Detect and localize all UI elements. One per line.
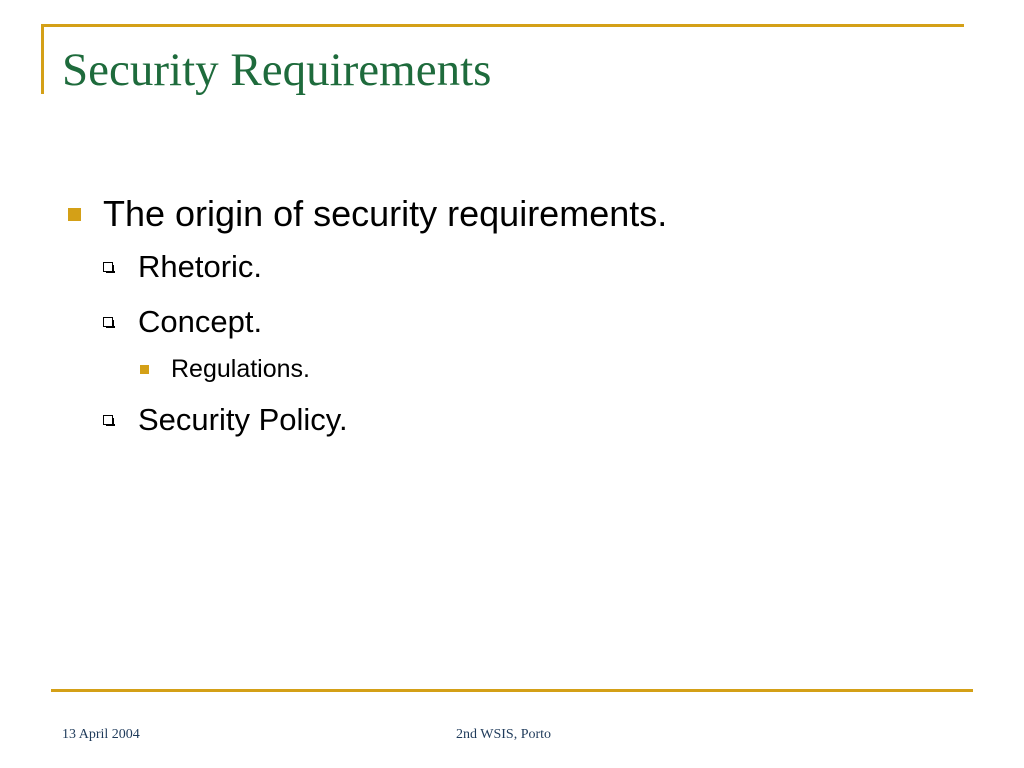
- subsubbullet-label: Regulations.: [171, 354, 310, 383]
- subbullet-concept: [103, 301, 262, 343]
- bullet-origin: [64, 190, 667, 238]
- filled-square-bullet-icon: [140, 365, 149, 374]
- footer-event: 2nd WSIS, Porto: [456, 727, 552, 742]
- subsubbullet-regulations: [140, 352, 310, 386]
- subbullet-label: Security Policy.: [138, 402, 348, 437]
- hollow-square-bullet-icon: [103, 415, 113, 425]
- subbullet-label: Rhetoric.: [138, 249, 263, 284]
- subbullet-label: Concept.: [138, 304, 263, 339]
- hollow-square-bullet-icon: [103, 317, 113, 327]
- hollow-square-bullet-icon: [103, 262, 113, 272]
- footer-divider: [51, 689, 973, 692]
- slide-title: Security Requirements: [62, 44, 492, 96]
- bullet-label: The origin of security requirements.: [103, 193, 668, 234]
- footer-date: 13 April 2004: [62, 727, 140, 742]
- subbullet-rhetoric: [103, 246, 262, 288]
- filled-square-bullet-icon: [68, 208, 81, 221]
- subbullet-security-policy: [103, 399, 348, 441]
